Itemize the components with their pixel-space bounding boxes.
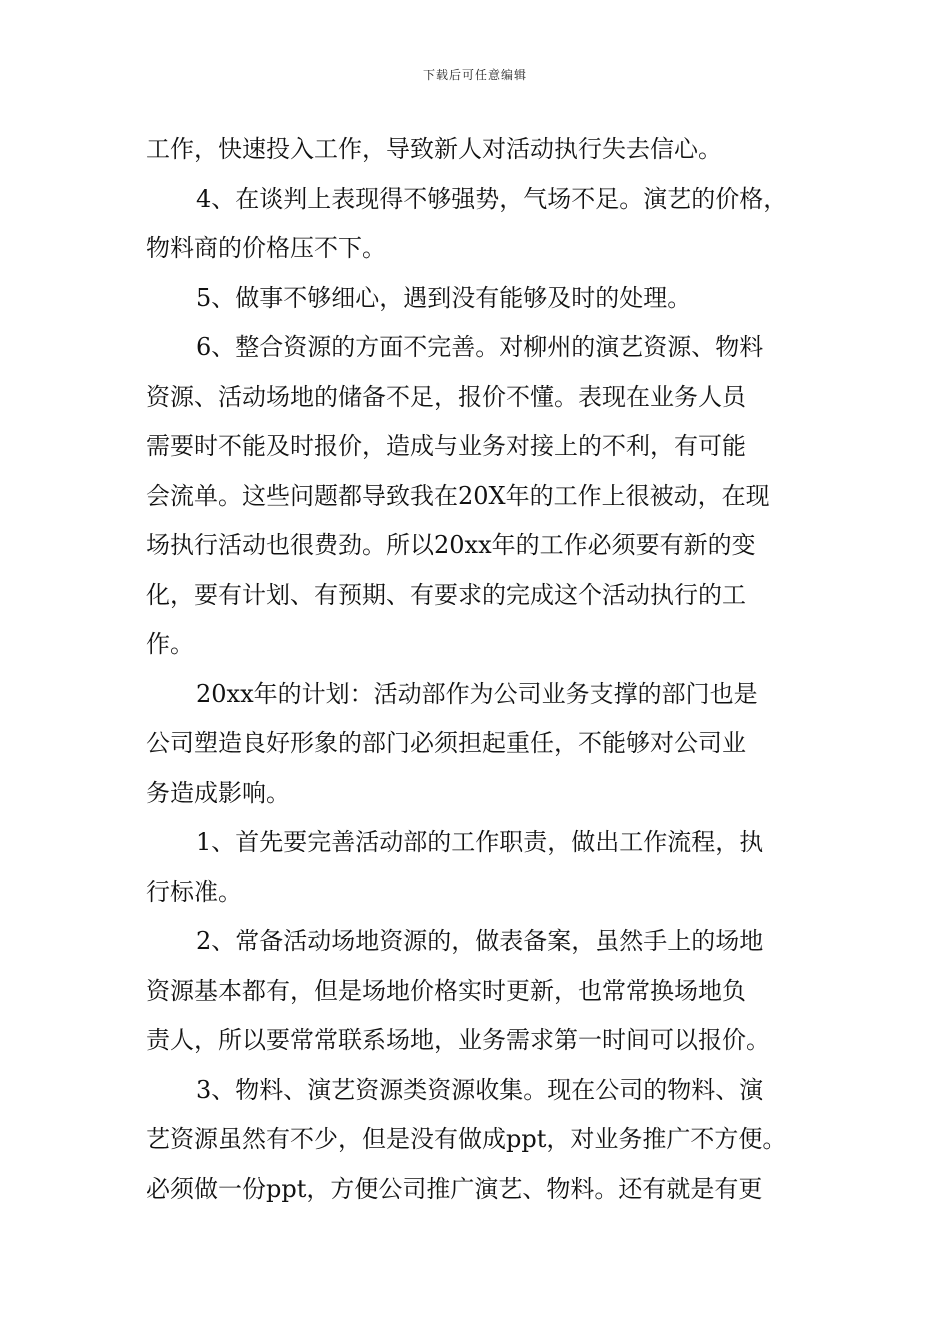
text-line-indented: 3、物料、演艺资源类资源收集。现在公司的物料、演 [196,1075,764,1104]
text-line: 化，要有计划、有预期、有要求的完成这个活动执行的工 [146,580,746,609]
text-line: 艺资源虽然有不少，但是没有做成ppt，对业务推广不方便。 [146,1125,787,1153]
text-line: 公司塑造良好形象的部门必须担起重任，不能够对公司业 [146,729,746,757]
text-line-indented: 1、首先要完善活动部的工作职责，做出工作流程，执 [196,828,764,856]
text-line: 资源、活动场地的储备不足，报价不懂。表现在业务人员 [146,382,746,411]
text-line: 作。 [146,630,194,658]
text-line-indented: 5、做事不够细心，遇到没有能够及时的处理。 [196,283,692,312]
text-line: 会流单。这些问题都导致我在20X年的工作上很被动，在现 [146,481,770,510]
text-line-indented: 4、在谈判上表现得不够强势，气场不足。演艺的价格， [196,184,788,213]
text-line: 必须做一份ppt，方便公司推广演艺、物料。还有就是有更 [146,1174,763,1203]
text-line: 务造成影响。 [146,778,290,807]
text-line: 责人，所以要常常联系场地，业务需求第一时间可以报价。 [146,1026,770,1054]
text-line: 需要时不能及时报价，造成与业务对接上的不利，有可能 [146,432,746,460]
text-line: 物料商的价格压不下。 [146,234,386,262]
text-line: 资源基本都有，但是场地价格实时更新，也常常换场地负 [146,976,746,1005]
text-line-indented: 2、常备活动场地资源的，做表备案，虽然手上的场地 [196,927,764,955]
text-line-indented: 20xx年的计划：活动部作为公司业务支撑的部门也是 [196,679,758,708]
document-body [146,125,811,1214]
text-line: 行标准。 [146,877,242,906]
text-line: 场执行活动也很费劲。所以20xx年的工作必须要有新的变 [146,531,756,559]
text-line-indented: 6、整合资源的方面不完善。对柳州的演艺资源、物料 [196,333,764,361]
header-note: 下载后可任意编辑 [422,68,527,82]
text-line: 工作，快速投入工作，导致新人对活动执行失去信心。 [146,135,722,163]
